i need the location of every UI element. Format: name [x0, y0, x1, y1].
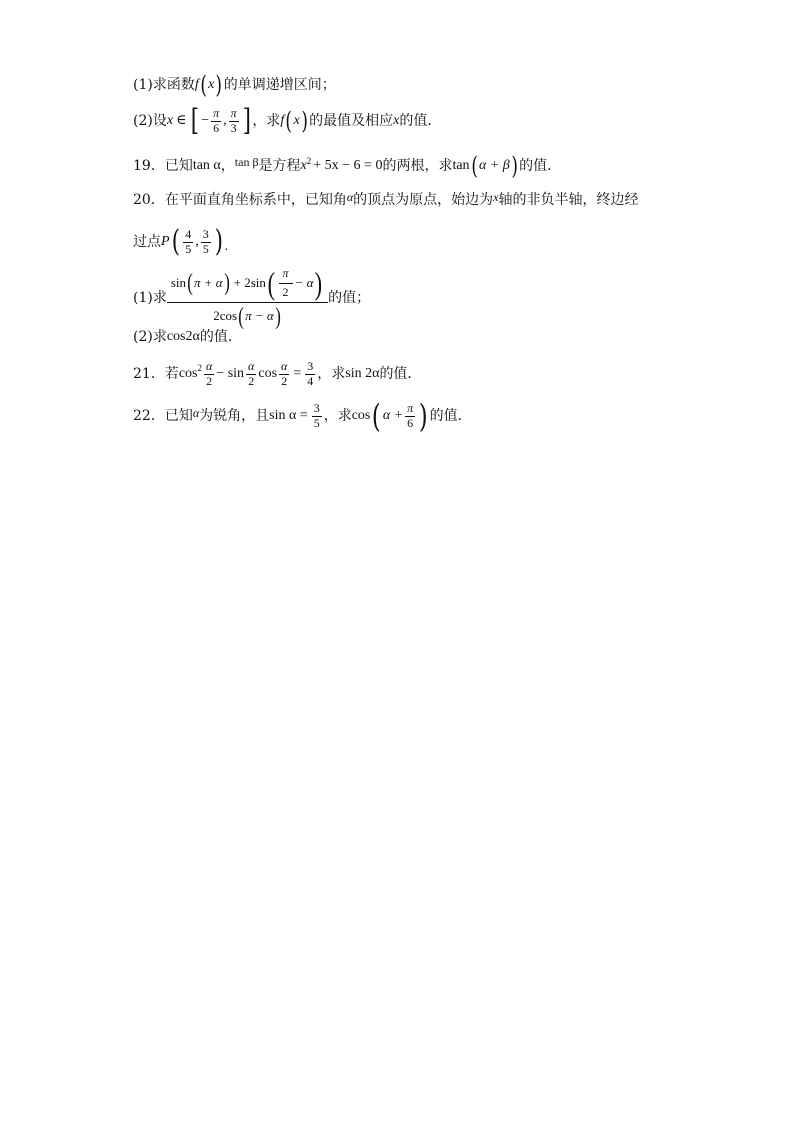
- q21-mid: ，求: [317, 366, 346, 383]
- q18-part1-f: f: [194, 77, 199, 92]
- q21-three: 3: [307, 359, 314, 373]
- q19-tan-alpha: tan α: [192, 158, 221, 173]
- question-19: [133, 154, 561, 178]
- q20-point-p: P: [161, 234, 170, 249]
- q20-part1-label: (1)求: [133, 289, 167, 306]
- fraction-pi-2: [279, 267, 293, 300]
- q18-part2-mid: ，求: [252, 113, 281, 129]
- q19-tan-beta: tan β: [234, 155, 259, 169]
- q20-five2: 5: [202, 241, 209, 256]
- q19-end: 的值．: [519, 158, 562, 174]
- q22-three: 3: [313, 400, 320, 415]
- left-paren: (: [372, 397, 382, 435]
- q19-eq-rest: + 5x − 6 = 0: [313, 158, 383, 173]
- q19-label: 19．已知: [133, 158, 193, 174]
- q20-denominator: [209, 303, 285, 329]
- q22-label: 22．已知: [133, 408, 193, 424]
- left-paren: (: [470, 152, 478, 180]
- q18-part1: [133, 73, 336, 97]
- q20-num-pi: π: [279, 267, 293, 284]
- question-21: [133, 360, 421, 389]
- q20-num-two: 2: [282, 284, 289, 299]
- left-paren: (: [200, 71, 207, 99]
- q20-num-sin: sin: [170, 274, 187, 290]
- q22-sin: sin α =: [269, 408, 308, 423]
- q21-label: 21．若: [133, 366, 179, 383]
- q20-three: 3: [202, 226, 209, 241]
- q18-part1-rest: 的单调递增区间；: [223, 77, 336, 93]
- q19-tan-sum: tan: [452, 158, 470, 173]
- q18-pi-b: π: [230, 105, 237, 120]
- q21-minus-sin: − sin: [216, 366, 245, 382]
- fraction-3-4: [305, 360, 315, 389]
- q20-alpha: α: [346, 190, 354, 204]
- q20-line1: 20．在平面直角坐标系中，已知角: [133, 192, 347, 208]
- q20-comma: ,: [195, 234, 199, 249]
- right-paren: ): [419, 397, 428, 435]
- fraction-alpha-2a: [204, 360, 214, 389]
- q22-cos: cos: [351, 408, 371, 423]
- q22-end: 的值．: [429, 408, 472, 424]
- q20-line1b: 的顶点为原点，始边为: [353, 192, 494, 208]
- q20-num-sin-inner: π + α: [194, 274, 223, 290]
- q20-part2-end: 的值.: [199, 329, 233, 345]
- q21-alpha-b: α: [248, 359, 255, 373]
- q20-part2: [133, 330, 232, 344]
- question-20-line2: [133, 224, 229, 259]
- q20-part2-label: (2)求: [133, 329, 167, 345]
- q21-end: 的值．: [379, 366, 422, 383]
- q18-part2-label: (2)设: [133, 113, 167, 129]
- q19-eq-x: x: [300, 158, 307, 173]
- q21-cos: cos: [178, 366, 198, 382]
- q22-six: 6: [407, 415, 414, 430]
- q20-den-cos: 2cos: [213, 308, 238, 324]
- q20-num-plus: + 2sin: [233, 274, 266, 290]
- left-paren: (: [267, 265, 275, 302]
- right-paren: ): [511, 152, 518, 180]
- q21-two-a: 2: [206, 373, 213, 388]
- q22-five: 5: [313, 415, 320, 430]
- fraction-3-5: [312, 402, 322, 431]
- q22-inner: α +: [382, 408, 404, 423]
- q18-part2-x2: x: [393, 113, 400, 128]
- q22-mid2: ，求: [323, 408, 352, 424]
- right-paren: ): [301, 107, 308, 135]
- left-paren: (: [187, 270, 193, 297]
- q18-part2-x: x: [166, 113, 174, 128]
- q22-alpha: α: [192, 406, 200, 420]
- q20-four: 4: [185, 226, 192, 241]
- q18-part2-end1: 的最值及相应: [309, 113, 394, 129]
- q21-two-c: 2: [281, 373, 288, 388]
- q22-pi: π: [407, 400, 414, 415]
- q20-num-minus: − α: [294, 274, 314, 290]
- q19-sum-inner: α + β: [478, 158, 510, 173]
- q21-two-b: 2: [248, 373, 255, 388]
- q18-three: 3: [230, 120, 237, 135]
- question-20-line1: [133, 190, 639, 208]
- q18-part2: [133, 103, 432, 138]
- q19-mid2: 的两根，求: [382, 158, 453, 174]
- q22-mid: 为锐角，且: [199, 408, 270, 424]
- q20-part1-end: 的值；: [328, 289, 371, 306]
- q18-part2-comma: ,: [223, 113, 227, 128]
- fraction-pi-6: [211, 107, 221, 136]
- q21-sin2a: sin 2α: [345, 366, 380, 382]
- fraction-alpha-2c: [279, 360, 289, 389]
- right-paren: ): [315, 265, 323, 302]
- fraction-3-5: [201, 228, 211, 257]
- q18-part2-fx: x: [293, 113, 300, 128]
- fraction-pi-3: [229, 107, 239, 136]
- right-bracket: ]: [242, 103, 251, 138]
- q20-den-inner: π − α: [245, 308, 274, 324]
- question-22: [133, 397, 472, 435]
- right-paren: ): [223, 270, 230, 297]
- q21-alpha-a: α: [206, 359, 213, 373]
- q21-alpha-c: α: [281, 359, 288, 373]
- right-paren: ): [214, 224, 223, 259]
- q18-part2-end2: 的值.: [399, 113, 432, 129]
- fraction-4-5: [183, 228, 193, 257]
- q18-six: 6: [213, 120, 220, 135]
- q20-big-fraction: [167, 267, 328, 329]
- q20-line2: 过点: [133, 234, 161, 250]
- q20-numerator: [167, 267, 328, 303]
- q20-dot: .: [224, 239, 229, 253]
- q20-x: x: [493, 190, 499, 204]
- left-paren: (: [285, 107, 293, 135]
- q18-part1-label: (1)求函数: [133, 77, 195, 93]
- fraction-pi-6: [405, 402, 415, 431]
- q21-sq: 2: [197, 362, 202, 373]
- q18-part2-in: ∈: [176, 113, 187, 128]
- q18-part2-f: f: [280, 113, 285, 128]
- q20-part2-expr: cos2α: [166, 329, 200, 344]
- q21-cos2: cos: [258, 366, 278, 382]
- q19-eq-sq: 2: [306, 155, 312, 166]
- q20-line1c: 轴的非负半轴，终边经: [498, 192, 639, 208]
- right-paren: ): [274, 303, 281, 330]
- q19-sep: ，: [220, 158, 235, 174]
- q19-mid: 是方程: [258, 158, 301, 174]
- q21-four: 4: [307, 373, 314, 388]
- left-paren: (: [171, 224, 180, 259]
- left-paren: (: [238, 303, 244, 330]
- q18-part1-x: x: [208, 77, 215, 92]
- q18-pi-a: π: [213, 105, 220, 120]
- right-paren: ): [215, 71, 223, 99]
- q20-part1: [133, 267, 370, 329]
- q18-part2-minus: −: [201, 113, 210, 128]
- q21-eq: =: [293, 366, 302, 382]
- q20-five: 5: [185, 241, 192, 256]
- fraction-alpha-2b: [246, 360, 256, 389]
- left-bracket: [: [191, 103, 200, 138]
